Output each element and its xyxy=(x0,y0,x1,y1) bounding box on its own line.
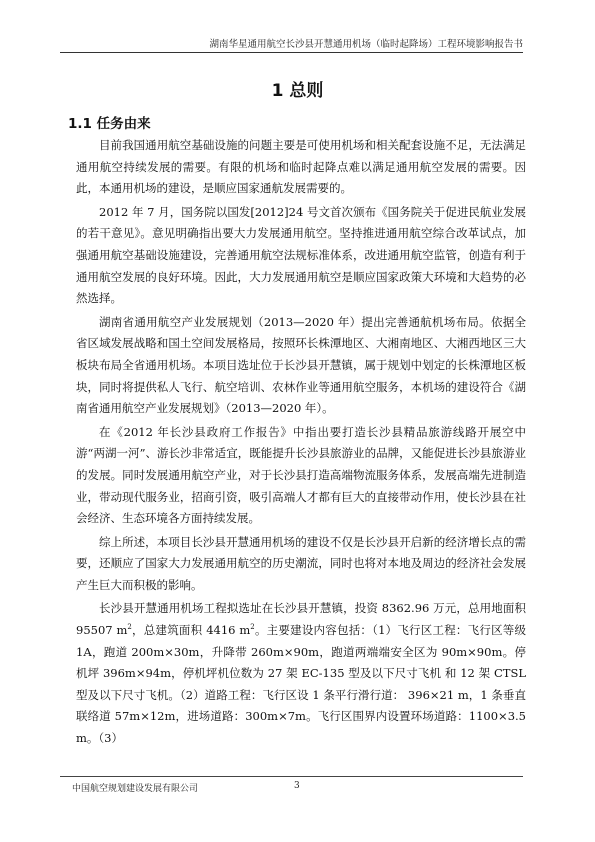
paragraph-4: 在《2012 年长沙县政府工作报告》中指出要打造长沙县精品旅游线路开展空中游“两湖一河”、游长沙非常适宜，既能提升长沙县旅游业的品牌，又能促进长沙县旅游业的发展。同时发展通用航空产业，对于长沙县打造高端物流服务体系，发展高端先进制造业，带动现代服务业，招商引资，吸引高端人才都有巨大的直接带动作用，使长沙县在社会经济、生态环境各方面持续发展。 xyxy=(76,424,526,526)
footer-company: 中国航空规划建设发展有限公司 xyxy=(72,784,199,794)
paragraph-6-part-c: 。主要建设内容包括：（1）飞行区工程：飞行区等级 1A，跑道 200m×30m，升降带 260m×90m，跑道两端端安全区为 90m×90m。停机坪 396m×94m，停机坪机位数为 27 架 EC-135 型及以下尺寸飞机 和 12 架 CTSL 型及以下尺寸飞机。（2）道路工程：飞行区设 1 条平行滑行道： 396×21 m，1 条垂直联络道 57m×12m，进场道路：300m×7m。飞行区围界内设置环场道路：1100×3.5 m。（3） xyxy=(76,623,526,746)
chapter-title: 1 总则 xyxy=(271,81,324,101)
paragraph-6-part-b: ，总建筑面积 4416 m xyxy=(131,623,251,638)
header-divider xyxy=(60,52,523,53)
paragraph-6-part-a: 长沙县开慧通用机场工程拟选址在长沙县开慧镇，投资 8362.96 万元，总用地面积 95507 m xyxy=(76,601,526,638)
footer-divider xyxy=(60,776,523,777)
paragraph-2: 2012 年 7 月，国务院以国发[2012]24 号文首次颁布《国务院关于促进民航业发展的若干意见》。意见明确指出要大力发展通用航空。坚持推进通用航空综合改革试点，加强通用航空基础设施建设，完善通用航空法规标准体系，改进通用航空监管，创造有利于通用航空发展的良好环境。因此，大力发展通用航空是顺应国家政策大环境和大趋势的必然选择。 xyxy=(76,204,526,306)
paragraph-5: 综上所述，本项目长沙县开慧通用机场的建设不仅是长沙县开启新的经济增长点的需要，还顺应了国家大力发展通用航空的历史潮流，同时也将对本地及周边的经济社会发展产生巨大而积极的影响。 xyxy=(76,534,526,592)
paragraph-6 xyxy=(76,598,526,749)
paragraph-1: 目前我国通用航空基础设施的问题主要是可使用机场和相关配套设施不足，无法满足通用航空持续发展的需要。有限的机场和临时起降点难以满足通用航空发展的需要。因此，本通用机场的建设，是顺应国家通航发展需要的。 xyxy=(76,138,526,196)
body-text xyxy=(76,135,526,750)
page-number: 3 xyxy=(294,781,300,791)
running-header: 湖南华星通用航空长沙县开慧通用机场（临时起降场）工程环境影响报告书 xyxy=(209,39,523,50)
superscript-squared: 2 xyxy=(250,623,255,632)
paragraph-3: 湖南省通用航空产业发展规划（2013—2020 年）提出完善通航机场布局。依据全省区域发展战略和国土空间发展格局，按照环长株潭地区、大湘南地区、大湘西地区三大板块布局全省通用机场。本项目选址位于长沙县开慧镇，属于规划中划定的长株潭地区板块，同时将提供私人飞行、航空培训、农林作业等通用航空服务，本机场的建设符合《湖南省通用航空产业发展规划》（2013—2020 年）。 xyxy=(76,314,526,416)
section-title: 1.1 任务由来 xyxy=(68,116,151,132)
superscript-squared: 2 xyxy=(127,623,132,632)
